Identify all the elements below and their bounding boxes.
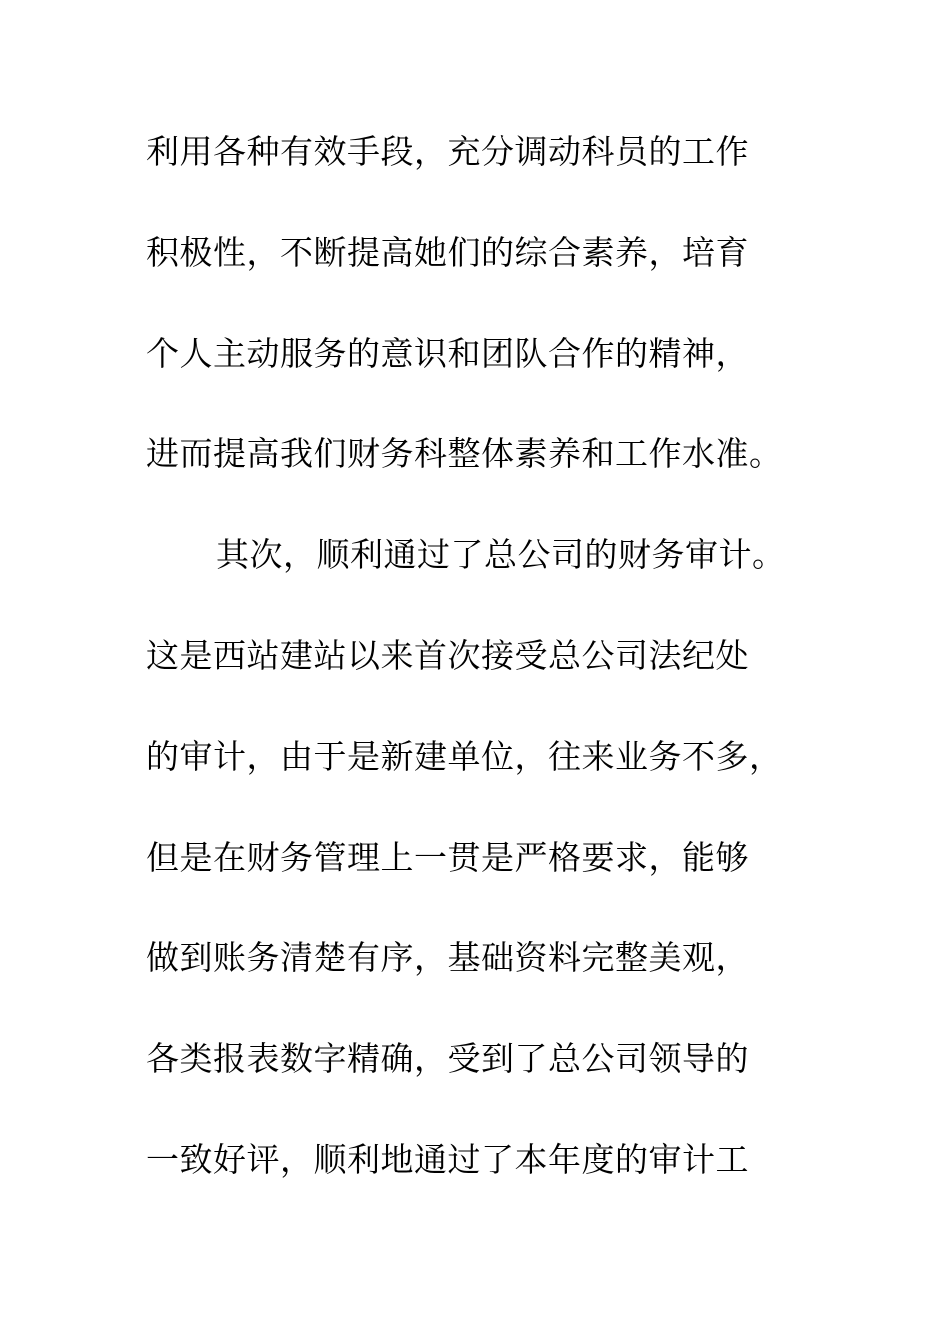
text-line: 积极性，不断提高她们的综合素养，培育	[146, 232, 749, 272]
text-line: 利用各种有效手段，充分调动科员的工作	[146, 132, 749, 171]
text-line: 个人主动服务的意识和团队合作的精神，	[146, 333, 749, 373]
text-line: 的审计，由于是新建单位，往来业务不多，	[146, 736, 783, 776]
text-line: 一致好评，顺利地通过了本年度的审计工	[146, 1139, 749, 1179]
body-text	[146, 126, 826, 1235]
text-line: 各类报表数字精确，受到了总公司领导的	[146, 1039, 749, 1079]
paragraph-start-line: 其次，顺利通过了总公司的财务审计。	[216, 535, 786, 575]
text-line: 但是在财务管理上一贯是严格要求，能够	[146, 837, 749, 877]
text-line: 这是西站建站以来首次接受总公司法纪处	[146, 635, 749, 675]
text-line: 进而提高我们财务科整体素养和工作水准。	[146, 434, 783, 474]
text-line: 做到账务清楚有序，基础资料完整美观，	[146, 938, 749, 978]
